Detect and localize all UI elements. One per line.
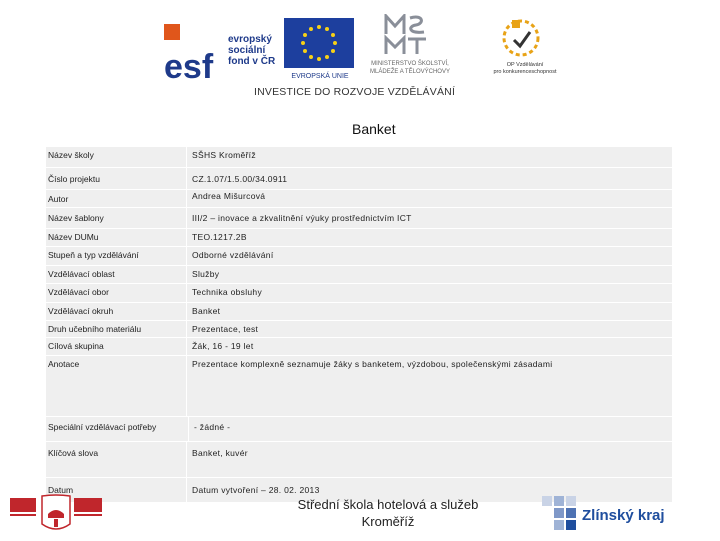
row-label: Vzdělávací obor bbox=[48, 287, 109, 297]
msmt-caption: MINISTERSTVO ŠKOLSTVÍ, MLÁDEŽE A TĚLOVÝCHOVY bbox=[370, 61, 450, 75]
table-row bbox=[46, 208, 672, 229]
row-label: Datum bbox=[48, 485, 74, 495]
table-row bbox=[46, 266, 672, 284]
row-label: Autor bbox=[48, 194, 69, 204]
investment-slogan: INVESTICE DO ROZVOJE VZDĚLÁVÁNÍ bbox=[254, 86, 456, 98]
table-row bbox=[46, 356, 672, 417]
eu-caption: EVROPSKÁ UNIE bbox=[291, 73, 349, 80]
table-row bbox=[46, 247, 672, 266]
svg-text:esf: esf bbox=[164, 48, 214, 86]
row-value: III/2 – inovace a zkvalitnění výuky prostřednictvím ICT bbox=[186, 208, 672, 228]
row-label: Název školy bbox=[48, 150, 94, 160]
table-row bbox=[46, 284, 672, 303]
school-logo bbox=[8, 494, 104, 534]
row-value: Andrea Mišurcová bbox=[186, 190, 672, 207]
esf-mark-icon bbox=[160, 24, 224, 86]
op-vk-logo bbox=[482, 16, 568, 84]
row-label: Speciální vzdělávací potřeby bbox=[48, 422, 157, 432]
row-value: Žák, 16 - 19 let bbox=[186, 338, 672, 355]
table-row bbox=[46, 303, 672, 321]
row-label: Číslo projektu bbox=[48, 174, 100, 184]
msmt-mark-icon bbox=[384, 14, 428, 56]
zlin-region-logo bbox=[540, 492, 716, 536]
table-row bbox=[46, 168, 672, 190]
row-label: Anotace bbox=[48, 359, 80, 369]
table-row bbox=[46, 417, 672, 442]
row-value: Prezentace, test bbox=[186, 321, 672, 337]
row-label: Název DUMu bbox=[48, 232, 99, 242]
row-label: Název šablony bbox=[48, 213, 104, 223]
row-value: Technika obsluhy bbox=[186, 284, 672, 302]
row-value: SŠHS Kroměříž bbox=[186, 147, 672, 167]
region-name: Zlínský kraj bbox=[582, 507, 665, 524]
table-row bbox=[46, 338, 672, 356]
eu-logo bbox=[282, 18, 354, 84]
row-value: Odborné vzdělávání bbox=[186, 247, 672, 265]
dum-info-table bbox=[46, 147, 672, 503]
row-label: Stupeň a typ vzdělávání bbox=[48, 250, 139, 260]
esf-logo bbox=[158, 20, 280, 86]
school-crest-icon bbox=[8, 494, 104, 534]
row-label: Vzdělávací okruh bbox=[48, 306, 114, 316]
table-row bbox=[46, 190, 672, 208]
row-value: Banket, kuvér bbox=[186, 442, 672, 477]
table-row bbox=[46, 147, 672, 168]
esf-caption: evropský sociální fond v ČR bbox=[228, 34, 276, 67]
page-title: Banket bbox=[352, 121, 396, 137]
row-label: Druh učebního materiálu bbox=[48, 324, 142, 334]
row-value: Prezentace komplexně seznamuje žáky s banketem, výzdobou, společenskými zásadami bbox=[186, 356, 672, 416]
row-label: Vzdělávací oblast bbox=[48, 269, 115, 279]
op-vk-caption: OP Vzdělávání pro konkurenceschopnost bbox=[493, 62, 557, 75]
row-label: Cílová skupina bbox=[48, 341, 104, 351]
op-vk-mark-icon bbox=[498, 16, 544, 60]
row-value: Datum vytvoření – 28. 02. 2013 bbox=[186, 478, 672, 502]
table-row bbox=[46, 442, 672, 478]
msmt-logo bbox=[358, 14, 458, 84]
table-row bbox=[46, 229, 672, 247]
row-label: Klíčová slova bbox=[48, 448, 99, 458]
row-value: Banket bbox=[186, 303, 672, 320]
table-row bbox=[46, 321, 672, 338]
eu-flag-icon bbox=[284, 18, 354, 68]
school-name: Střední škola hotelová a služeb Kroměříž bbox=[297, 497, 479, 529]
row-value: - žádné - bbox=[188, 417, 672, 441]
row-value: CZ.1.07/1.5.00/34.0911 bbox=[186, 168, 672, 189]
row-value: Služby bbox=[186, 266, 672, 283]
region-mark-icon bbox=[540, 492, 580, 536]
row-value: TEO.1217.2B bbox=[186, 229, 672, 246]
